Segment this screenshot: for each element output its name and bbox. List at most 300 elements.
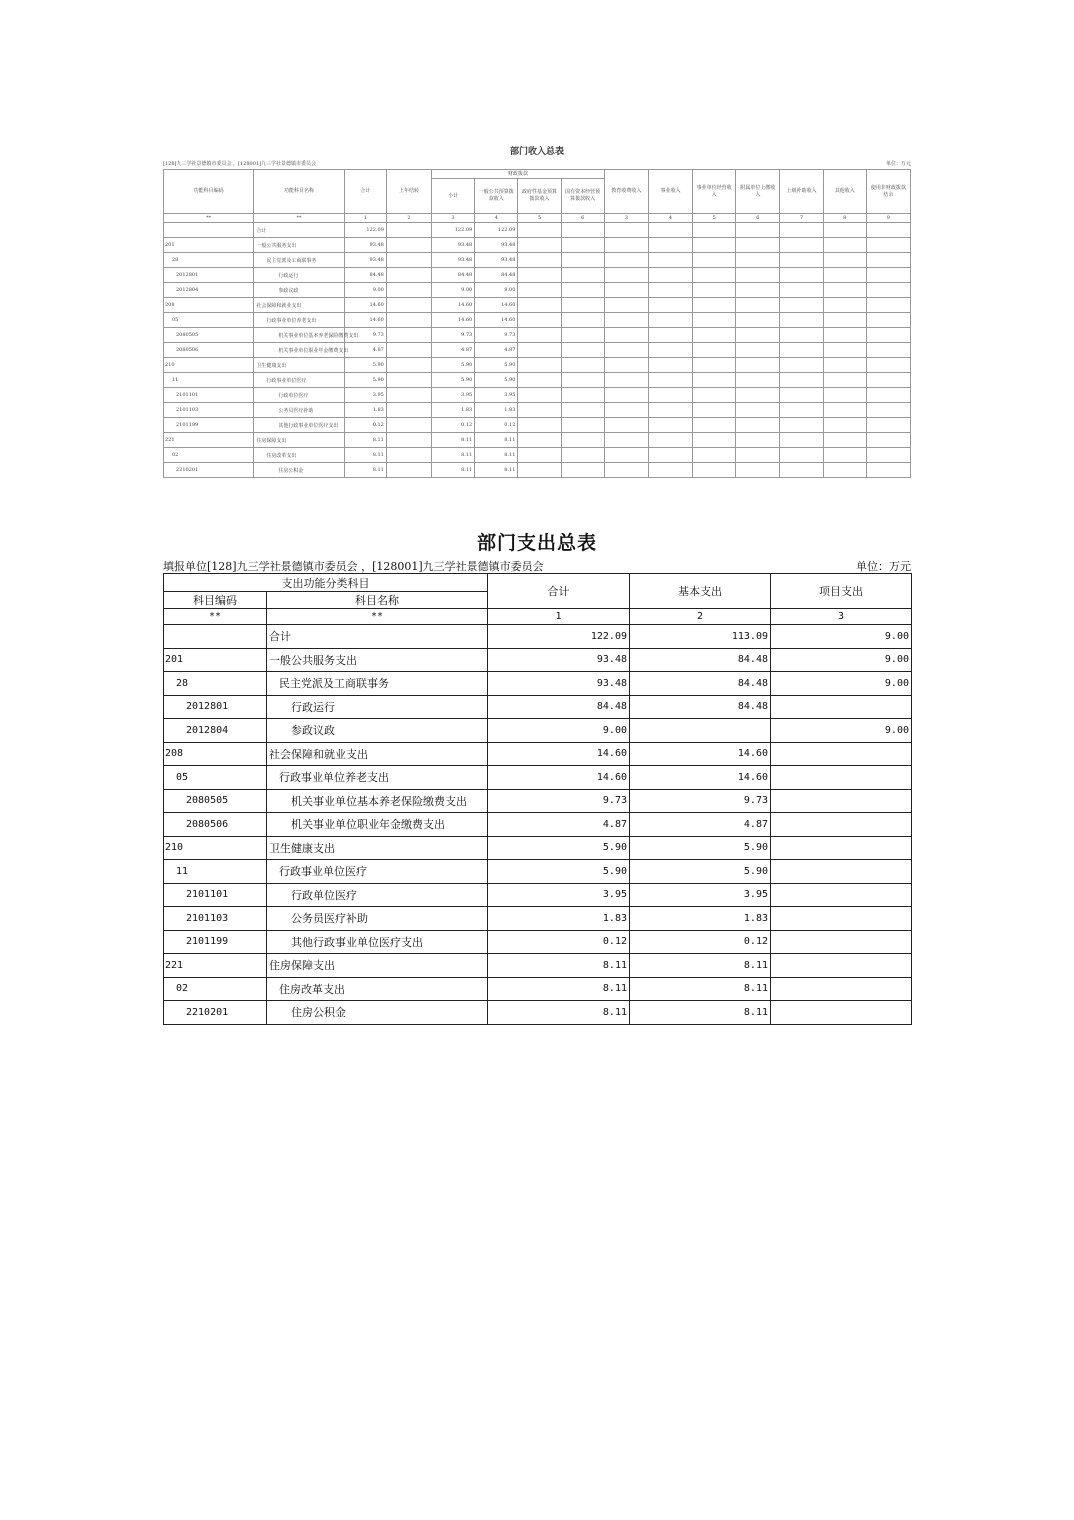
income-cell-code: 2101103 [164,403,254,418]
income-cell-business [648,403,692,418]
income-cell-subtotal: 0.12 [432,418,475,433]
income-cell-subtotal: 84.48 [432,268,475,283]
income-cell-other [823,313,866,328]
income-cell-operation [693,463,736,478]
expense-table-row [164,977,912,1001]
income-summary-section [163,145,911,478]
income-title: 部门收入总表 [509,147,564,157]
income-cell-operation [693,223,736,238]
income-cell-subtotal: 93.48 [432,253,475,268]
income-cell-name: 民主党派及工商联事务 [254,253,344,268]
income-cell-last-year [386,283,431,298]
income-table-row [164,283,911,298]
income-cell-edu-fee [604,388,648,403]
income-cell-total: 8.11 [344,433,386,448]
income-cell-subtotal: 1.83 [432,403,475,418]
expense-cell-name: 行政事业单位医疗 [267,860,488,884]
income-cell-edu-fee [604,373,648,388]
income-cell-subsidiary [736,223,780,238]
income-cell-state-capital [561,433,604,448]
income-cell-other [823,238,866,253]
income-cell-edu-fee [604,358,648,373]
expense-cell-name: 参政议政 [267,719,488,743]
income-header-subtotal: 小计 [432,179,475,214]
expense-summary-section [163,530,911,1025]
income-cell-total: 93.48 [344,253,386,268]
expense-table-row [164,625,912,649]
income-cell-code: 05 [164,313,254,328]
income-table-row [164,358,911,373]
income-header-total: 合计 [344,170,386,214]
income-cell-surplus [866,358,910,373]
income-cell-other [823,463,866,478]
income-cell-total: 4.87 [344,343,386,358]
income-cell-subtotal: 8.11 [432,448,475,463]
income-cell-general-budget: 3.95 [475,388,518,403]
expense-header-code: 科目编码 [164,592,267,609]
expense-cell-code: 221 [164,954,267,978]
expense-cell-total: 93.48 [488,648,630,672]
income-cell-operation [693,298,736,313]
income-cell-subtotal: 122.09 [432,223,475,238]
income-cell-code: 210 [164,358,254,373]
income-cell-edu-fee [604,268,648,283]
income-cell-general-budget: 9.73 [475,328,518,343]
income-cell-total: 3.95 [344,388,386,403]
income-cell-total: 8.11 [344,448,386,463]
income-header-subsidiary: 附属单位上缴收入 [736,170,780,214]
expense-cell-total: 3.95 [488,883,630,907]
income-cell-name: 行政事业单位医疗 [254,373,344,388]
income-table-row [164,328,911,343]
income-cell-name: 公务员医疗补助 [254,403,344,418]
income-cell-business [648,328,692,343]
income-cell-superior [780,358,823,373]
expense-cell-name: 行政单位医疗 [267,883,488,907]
expense-cell-code: 208 [164,742,267,766]
expense-cell-code: 2012801 [164,695,267,719]
expense-unit-label: 单位：万元 [856,560,911,573]
income-cell-superior [780,268,823,283]
expense-table-row [164,648,912,672]
expense-cell-project [771,836,912,860]
income-cell-surplus [866,433,910,448]
expense-table-row [164,789,912,813]
income-cell-superior [780,313,823,328]
income-cell-name: 一般公共服务支出 [254,238,344,253]
income-cell-general-budget: 0.12 [475,418,518,433]
income-header-general-budget: 一般公共预算拨款收入 [475,179,518,214]
income-cell-total: 14.60 [344,313,386,328]
income-col-number: 4 [648,214,692,223]
expense-cell-basic: 113.09 [630,625,771,649]
income-header-last-year: 上年结转 [386,170,431,214]
income-cell-code: 28 [164,253,254,268]
income-cell-business [648,343,692,358]
income-cell-business [648,283,692,298]
expense-cell-code: 2101199 [164,930,267,954]
income-col-number: 4 [475,214,518,223]
income-cell-subsidiary [736,313,780,328]
income-cell-other [823,418,866,433]
income-cell-general-budget: 4.87 [475,343,518,358]
income-cell-operation [693,448,736,463]
expense-header-project: 项目支出 [771,574,912,609]
income-cell-gov-fund [518,238,561,253]
income-cell-general-budget: 9.00 [475,283,518,298]
income-col-number: ** [164,214,254,223]
income-cell-other [823,433,866,448]
income-col-number: 3 [604,214,648,223]
income-cell-subtotal: 93.48 [432,238,475,253]
income-col-number: 8 [823,214,866,223]
income-cell-subsidiary [736,238,780,253]
income-filler-label: [128]九三学社景德镇市委员会 ，[128001]九三学社景德镇市委员会 [163,161,317,167]
expense-cell-name: 住房保障支出 [267,954,488,978]
expense-table-row [164,742,912,766]
income-cell-code: 11 [164,373,254,388]
income-cell-edu-fee [604,238,648,253]
expense-cell-basic: 84.48 [630,672,771,696]
expense-cell-code: 210 [164,836,267,860]
expense-cell-name: 行政事业单位养老支出 [267,766,488,790]
income-unit-label: 单位：万元 [885,161,911,167]
expense-table-row [164,836,912,860]
income-cell-other [823,373,866,388]
income-cell-edu-fee [604,403,648,418]
income-cell-state-capital [561,223,604,238]
income-cell-last-year [386,388,431,403]
income-cell-name: 住房保障支出 [254,433,344,448]
expense-cell-project [771,930,912,954]
expense-cell-code: 05 [164,766,267,790]
income-cell-superior [780,238,823,253]
income-cell-superior [780,418,823,433]
income-table-row [164,223,911,238]
income-cell-other [823,283,866,298]
expense-cell-project [771,742,912,766]
income-cell-code: 2101199 [164,418,254,433]
expense-table-body [164,625,912,1025]
expense-cell-project [771,954,912,978]
income-cell-general-budget: 5.90 [475,373,518,388]
income-cell-general-budget: 84.48 [475,268,518,283]
income-col-number: 2 [386,214,431,223]
income-column-number-row [164,214,911,223]
expense-cell-project [771,813,912,837]
income-table-row [164,373,911,388]
income-cell-operation [693,238,736,253]
income-cell-code: 208 [164,298,254,313]
income-cell-total: 5.90 [344,358,386,373]
income-cell-edu-fee [604,253,648,268]
income-table [163,169,911,478]
income-table-row [164,403,911,418]
income-col-number: 7 [780,214,823,223]
income-cell-business [648,373,692,388]
income-header-other: 其他收入 [823,170,866,214]
income-cell-subsidiary [736,403,780,418]
income-cell-state-capital [561,358,604,373]
expense-header-group: 支出功能分类科目 [164,574,488,592]
income-cell-last-year [386,328,431,343]
expense-cell-code: 2012804 [164,719,267,743]
income-cell-subtotal: 4.87 [432,343,475,358]
income-cell-other [823,328,866,343]
income-cell-edu-fee [604,448,648,463]
income-table-row [164,448,911,463]
income-cell-subsidiary [736,373,780,388]
income-cell-state-capital [561,268,604,283]
expense-cell-basic [630,719,771,743]
expense-table-row [164,883,912,907]
income-cell-total: 1.83 [344,403,386,418]
expense-table-row [164,907,912,931]
expense-cell-basic: 9.73 [630,789,771,813]
income-cell-operation [693,253,736,268]
income-cell-gov-fund [518,268,561,283]
income-cell-general-budget: 93.48 [475,238,518,253]
income-cell-state-capital [561,418,604,433]
income-cell-gov-fund [518,433,561,448]
income-cell-surplus [866,343,910,358]
income-cell-subsidiary [736,358,780,373]
income-cell-state-capital [561,403,604,418]
income-cell-last-year [386,373,431,388]
income-cell-subsidiary [736,283,780,298]
expense-cell-total: 8.11 [488,977,630,1001]
income-cell-business [648,268,692,283]
income-cell-superior [780,373,823,388]
income-cell-other [823,448,866,463]
income-cell-gov-fund [518,463,561,478]
expense-cell-name: 一般公共服务支出 [267,648,488,672]
expense-cell-name: 社会保障和就业支出 [267,742,488,766]
income-cell-name: 合计 [254,223,344,238]
expense-cell-total: 122.09 [488,625,630,649]
income-table-row [164,313,911,328]
income-cell-business [648,418,692,433]
income-col-number: 1 [344,214,386,223]
expense-table-row [164,1001,912,1025]
income-cell-business [648,448,692,463]
expense-cell-project [771,883,912,907]
expense-table-row [164,954,912,978]
income-cell-business [648,313,692,328]
expense-cell-total: 93.48 [488,672,630,696]
expense-cell-code: 2101101 [164,883,267,907]
income-cell-operation [693,403,736,418]
income-cell-code: 2012804 [164,283,254,298]
expense-table [163,573,912,1025]
income-col-number: 3 [432,214,475,223]
income-cell-name: 行政单位医疗 [254,388,344,403]
income-cell-total: 9.73 [344,328,386,343]
income-cell-other [823,403,866,418]
income-cell-state-capital [561,343,604,358]
income-cell-operation [693,268,736,283]
income-cell-last-year [386,238,431,253]
income-cell-superior [780,403,823,418]
income-cell-subtotal: 8.11 [432,433,475,448]
income-cell-code: 221 [164,433,254,448]
income-cell-subtotal: 5.90 [432,373,475,388]
expense-cell-code: 02 [164,977,267,1001]
income-cell-superior [780,253,823,268]
income-cell-last-year [386,253,431,268]
expense-cell-name: 行政运行 [267,695,488,719]
income-cell-state-capital [561,283,604,298]
expense-cell-project [771,766,912,790]
expense-cell-project [771,907,912,931]
income-cell-other [823,358,866,373]
income-cell-code: 201 [164,238,254,253]
income-cell-surplus [866,388,910,403]
income-cell-code [164,223,254,238]
income-cell-superior [780,388,823,403]
expense-cell-name: 住房改革支出 [267,977,488,1001]
income-cell-business [648,358,692,373]
income-cell-operation [693,418,736,433]
income-cell-code: 2210201 [164,463,254,478]
income-cell-total: 93.48 [344,238,386,253]
income-cell-operation [693,328,736,343]
income-table-row [164,268,911,283]
income-cell-operation [693,388,736,403]
income-cell-surplus [866,283,910,298]
income-cell-gov-fund [518,328,561,343]
expense-col-number: ** [164,609,267,625]
income-cell-gov-fund [518,283,561,298]
income-cell-gov-fund [518,358,561,373]
income-cell-operation [693,358,736,373]
expense-table-row [164,695,912,719]
expense-table-row [164,860,912,884]
expense-cell-total: 9.73 [488,789,630,813]
income-cell-state-capital [561,298,604,313]
expense-column-number-row [164,609,912,625]
income-cell-general-budget: 8.11 [475,463,518,478]
income-cell-other [823,343,866,358]
income-cell-operation [693,343,736,358]
income-cell-other [823,268,866,283]
income-cell-general-budget: 8.11 [475,433,518,448]
income-table-row [164,238,911,253]
income-cell-name: 其他行政事业单位医疗支出 [254,418,344,433]
income-cell-total: 14.60 [344,298,386,313]
income-cell-general-budget: 122.09 [475,223,518,238]
income-cell-name: 卫生健康支出 [254,358,344,373]
income-header-edu-fee: 教育收费收入 [604,170,648,214]
income-cell-other [823,223,866,238]
income-cell-superior [780,298,823,313]
expense-meta [163,556,911,573]
income-cell-superior [780,343,823,358]
income-cell-last-year [386,313,431,328]
income-cell-state-capital [561,388,604,403]
income-cell-total: 84.48 [344,268,386,283]
expense-cell-name: 机关事业单位职业年金缴费支出 [267,813,488,837]
income-table-row [164,253,911,268]
income-cell-code: 02 [164,448,254,463]
expense-cell-total: 84.48 [488,695,630,719]
expense-table-row [164,719,912,743]
income-cell-state-capital [561,373,604,388]
income-cell-operation [693,313,736,328]
income-cell-last-year [386,463,431,478]
expense-col-number: 3 [771,609,912,625]
expense-cell-code: 2101103 [164,907,267,931]
income-cell-subtotal: 5.90 [432,358,475,373]
income-cell-operation [693,433,736,448]
income-cell-total: 8.11 [344,463,386,478]
income-cell-surplus [866,448,910,463]
income-cell-general-budget: 14.60 [475,298,518,313]
expense-cell-basic: 3.95 [630,883,771,907]
expense-cell-project [771,1001,912,1025]
income-cell-general-budget: 8.11 [475,448,518,463]
income-cell-code: 2080505 [164,328,254,343]
income-cell-business [648,463,692,478]
income-cell-code: 2080506 [164,343,254,358]
income-cell-gov-fund [518,343,561,358]
expense-cell-basic: 0.12 [630,930,771,954]
expense-col-number: 1 [488,609,630,625]
income-cell-gov-fund [518,388,561,403]
expense-cell-total: 5.90 [488,836,630,860]
expense-cell-code: 2080506 [164,813,267,837]
income-cell-surplus [866,373,910,388]
income-cell-subsidiary [736,268,780,283]
income-cell-name: 行政运行 [254,268,344,283]
income-cell-surplus [866,238,910,253]
expense-cell-basic: 8.11 [630,977,771,1001]
income-cell-code: 2012801 [164,268,254,283]
expense-header-total: 合计 [488,574,630,609]
income-cell-subsidiary [736,253,780,268]
expense-cell-project: 9.00 [771,625,912,649]
income-cell-subtotal: 3.95 [432,388,475,403]
income-cell-other [823,298,866,313]
income-cell-last-year [386,268,431,283]
income-cell-last-year [386,223,431,238]
income-cell-edu-fee [604,343,648,358]
expense-cell-project: 9.00 [771,672,912,696]
income-cell-gov-fund [518,418,561,433]
income-cell-superior [780,433,823,448]
income-table-row [164,298,911,313]
income-cell-surplus [866,223,910,238]
income-cell-state-capital [561,313,604,328]
income-header-code: 功能科目编码 [164,170,254,214]
income-cell-business [648,298,692,313]
income-cell-edu-fee [604,418,648,433]
income-cell-surplus [866,313,910,328]
expense-cell-basic: 14.60 [630,742,771,766]
income-cell-surplus [866,463,910,478]
income-header-surplus: 使用非财政拨款结余 [866,170,910,214]
income-table-row [164,343,911,358]
income-cell-subsidiary [736,433,780,448]
income-header-superior: 上级补助收入 [780,170,823,214]
income-cell-subtotal: 9.73 [432,328,475,343]
income-cell-total: 122.09 [344,223,386,238]
expense-cell-project [771,789,912,813]
expense-cell-total: 4.87 [488,813,630,837]
expense-cell-name: 民主党派及工商联事务 [267,672,488,696]
expense-cell-total: 14.60 [488,742,630,766]
income-table-body [164,223,911,478]
